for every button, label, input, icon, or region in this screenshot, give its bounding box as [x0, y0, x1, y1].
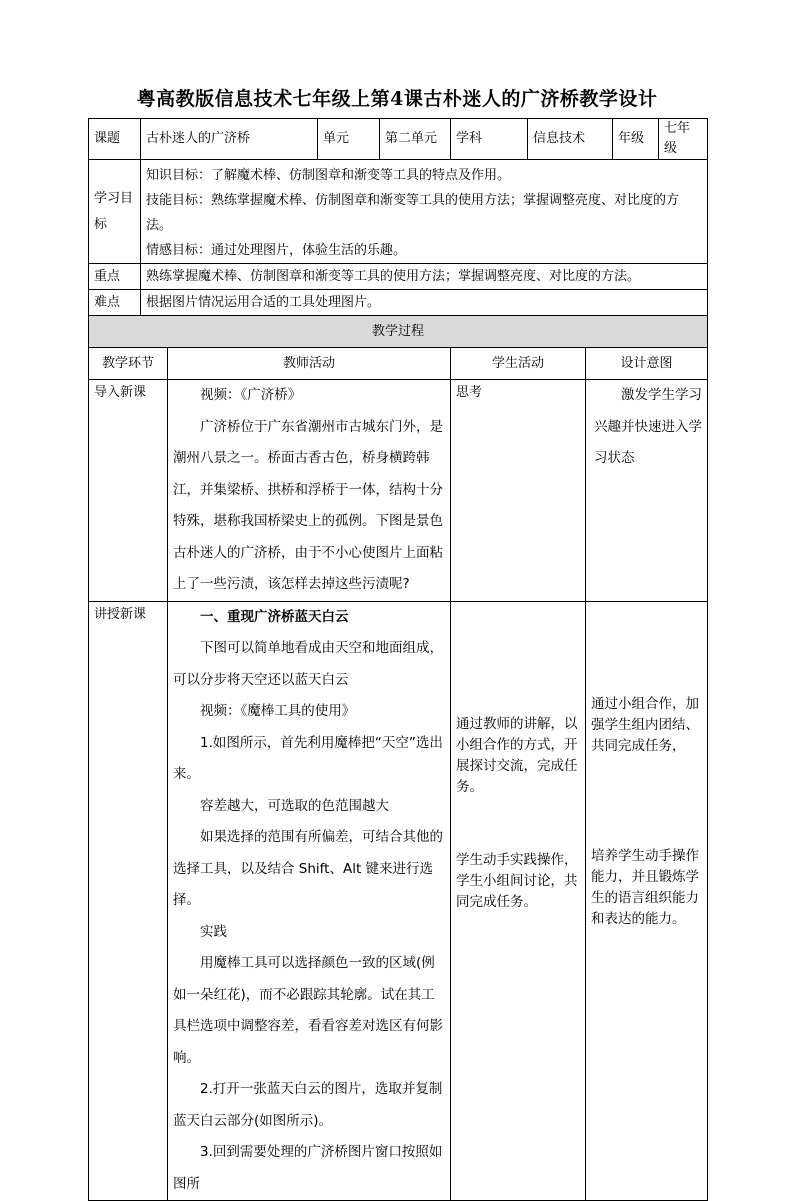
lecture-video: 视频：《魔棒工具的使用》	[200, 703, 356, 719]
intro-paragraph: 广济桥位于广东省潮州市古城东门外，是潮州八景之一。桥面古香古色，桥身横跨韩江，并集梁桥、拱桥和浮桥于一体，结构十分特殊，堪称我国桥梁史上的孤例。下图是景色古朴迷人的广济桥，由于不小心使图片上面粘上了一些污渍，该怎样去掉这些污渍呢?	[173, 418, 443, 592]
lecture-adjust: 如果选择的范围有所偏差，可结合其他的选择工具，以及结合 Shift、Alt 键来进行选择。	[173, 829, 443, 908]
intro-intent: 激发学生学习兴趣并快速进入学习状态	[586, 380, 708, 602]
column-teacher: 教师活动	[168, 348, 451, 380]
subject-value: 信息技术	[528, 119, 613, 160]
intro-teacher	[168, 380, 451, 602]
intro-student: 思考	[451, 380, 586, 602]
course-label: 课题	[89, 119, 141, 160]
intro-stage: 导入新课	[89, 380, 168, 602]
intent-2: 培养学生动手操作能力，并且锻炼学生的语言组织能力和表达的能力。	[591, 847, 700, 927]
lecture-paragraph-1: 下图可以简单地看成由天空和地面组成，可以分步将天空还以蓝天白云	[173, 640, 443, 688]
course-value: 古朴迷人的广济桥	[141, 119, 318, 160]
difficulty-value: 根据图片情况运用合适的工具处理图片。	[141, 290, 708, 316]
unit-value: 第二单元	[380, 119, 451, 160]
lecture-step-3: 3.回到需要处理的广济桥图片窗口按照如图所	[173, 1144, 443, 1192]
grade-value: 七年级	[659, 119, 708, 160]
unit-label: 单元	[318, 119, 380, 160]
lecture-row	[89, 601, 708, 1201]
objectives-row	[89, 160, 708, 264]
lecture-step-2: 2.打开一张蓝天白云的图片，选取并复制蓝天白云部分(如图所示)。	[173, 1081, 443, 1129]
student-activity-1: 通过教师的讲解，以小组合作的方式，开展探讨交流，完成任务。	[456, 715, 578, 795]
skill-objective: 技能目标：熟练掌握魔术棒、仿制图章和渐变等工具的使用方法；掌握调整亮度、对比度的方法。	[146, 193, 680, 233]
lecture-stage: 讲授新课	[89, 601, 168, 1201]
column-intent: 设计意图	[586, 348, 708, 380]
lecture-tolerance: 容差越大，可选取的色范围越大	[200, 797, 389, 814]
intro-video: 视频：《广济桥》	[200, 387, 302, 403]
section-title: 一、重现广济桥蓝天白云	[200, 608, 349, 625]
lecture-practice: 实践	[200, 923, 227, 940]
emotion-objective: 情感目标：通过处理图片，体验生活的乐趣。	[146, 243, 407, 258]
lecture-step-1: 1.如图所示，首先利用魔棒把“天空”选出来。	[173, 734, 443, 782]
column-stage: 教学环节	[89, 348, 168, 380]
process-heading-row	[89, 316, 708, 348]
subject-label: 学科	[451, 119, 528, 160]
student-activity-2: 学生动手实践操作，学生小组间讨论，共同完成任务。	[456, 851, 578, 910]
header-row	[89, 119, 708, 160]
knowledge-objective: 知识目标：了解魔术棒、仿制图章和渐变等工具的特点及作用。	[146, 168, 511, 183]
intro-row	[89, 380, 708, 602]
key-points-label: 重点	[89, 264, 141, 290]
lecture-practice-text: 用魔棒工具可以选择颜色一致的区域(例如一朵红花)，而不必跟踪其轮廓。试在其工具栏选项中调整容差，看看容差对选区有何影响。	[173, 955, 443, 1066]
lecture-teacher	[168, 601, 451, 1201]
intent-1: 通过小组合作，加强学生组内团结、共同完成任务，	[591, 695, 700, 754]
difficulty-row	[89, 290, 708, 316]
lecture-intent	[586, 601, 708, 1201]
process-heading: 教学过程	[89, 316, 708, 348]
column-student: 学生活动	[451, 348, 586, 380]
process-columns-row	[89, 348, 708, 380]
key-points-value: 熟练掌握魔术棒、仿制图章和渐变等工具的使用方法；掌握调整亮度、对比度的方法。	[141, 264, 708, 290]
objectives-label: 学习目标	[89, 160, 141, 264]
lesson-plan-table	[88, 118, 708, 1201]
key-points-row	[89, 264, 708, 290]
document-title: 粤高教版信息技术七年级上第4课古朴迷人的广济桥教学设计	[136, 88, 658, 110]
difficulty-label: 难点	[89, 290, 141, 316]
grade-label: 年级	[613, 119, 659, 160]
objectives-content	[141, 160, 708, 264]
lecture-student	[451, 601, 586, 1201]
